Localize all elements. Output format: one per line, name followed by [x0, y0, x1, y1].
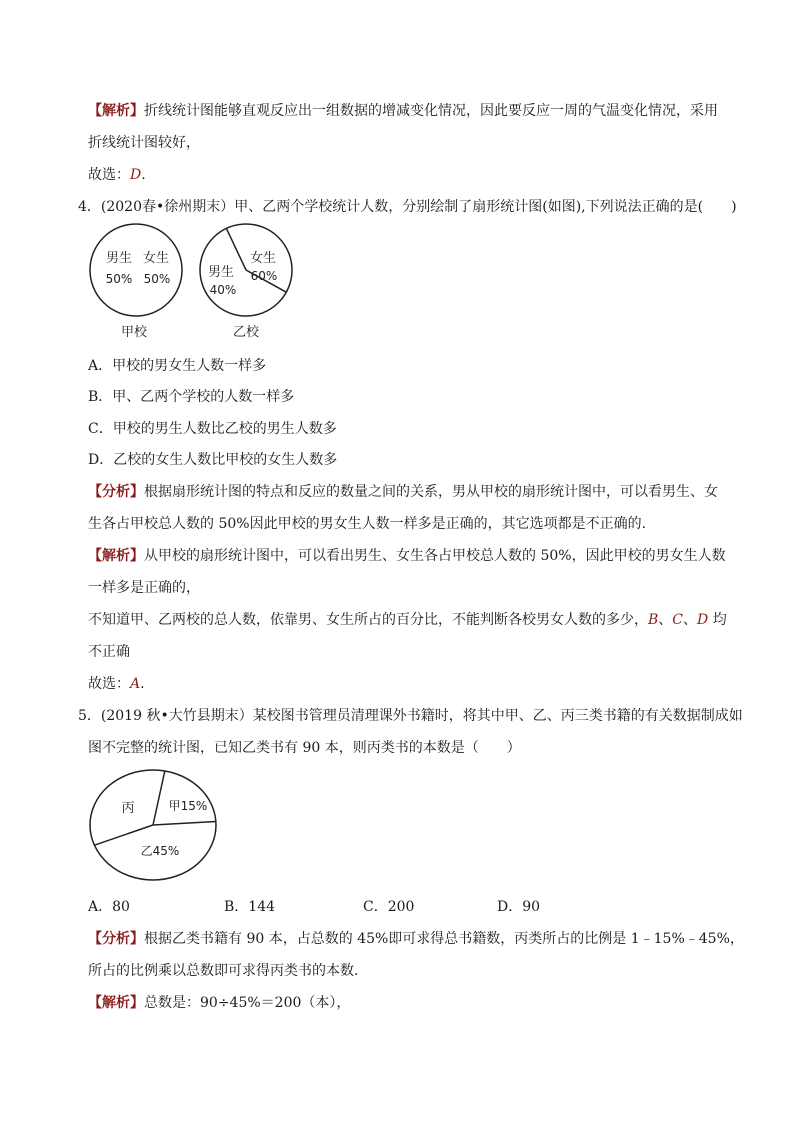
q5-jiexi-line-1	[88, 993, 350, 1013]
pie-a-circle	[90, 224, 182, 316]
q4-option-a: A．甲校的男女生人数一样多	[88, 358, 267, 374]
fenxi-text: 根据乙类书籍有 90 本，占总数的 45%即可求得总书籍数，丙类所占的比例是 1﹣15%﹣45%，	[144, 931, 744, 947]
pie-b-girl-name: 女生	[249, 251, 277, 266]
jiexi-tag: 【解析】	[88, 548, 144, 564]
pie-b-boy-name: 男生	[207, 265, 235, 280]
q5-label-yi: 乙45%	[140, 844, 180, 858]
q5-fenxi-line-2	[88, 961, 368, 981]
pie-a-right-name: 女生	[142, 251, 170, 266]
q4-jiexi-line-1	[88, 546, 726, 566]
q4-jiexi-line-2	[88, 578, 200, 598]
q5-pie-radius-yi	[94, 825, 153, 845]
q5-stem-text-2: 图不完整的统计图，已知乙类书有 90 本，则丙类书的本数是（ ）	[88, 740, 521, 756]
pie-a-right-pct: 50%	[143, 272, 171, 286]
fenxi-text: 根据扇形统计图的特点和反应的数量之间的关系，男从甲校的扇形统计图中，可以看男生、女	[144, 484, 718, 500]
pie-a-left-pct: 50%	[105, 272, 133, 286]
fenxi-tag: 【分析】	[88, 484, 144, 500]
q5-stem-text: 5．(2019 秋•大竹县期末）某校图书管理员清理课外书籍时，将其中甲、乙、丙三类书籍的有关数据制成如	[78, 708, 743, 724]
q4-option-d: D．乙校的女生人数比甲校的女生人数多	[88, 452, 338, 468]
q4-stem-text: 4．(2020春•徐州期末）甲、乙两个学校统计人数，分别绘制了扇形统计图(如图),下列说法正确的是( )	[78, 199, 737, 215]
jiexi-tag: 【解析】	[88, 995, 144, 1011]
pie-a-caption: 甲校	[120, 325, 148, 340]
letter-d: D	[697, 612, 709, 628]
jiexi-text: 从甲校的扇形统计图中，可以看出男生、女生各占甲校总人数的 50%，因此甲校的男女生人数	[144, 548, 726, 564]
answer-prefix: 故选：	[88, 167, 130, 183]
q5-option-b: B．144	[224, 899, 276, 915]
q5-option-a: A．80	[88, 899, 130, 915]
q4-fenxi-line-2	[88, 514, 646, 534]
q4-option-b: B．甲、乙两个学校的人数一样多	[88, 389, 295, 405]
q3-answer	[88, 165, 146, 185]
answer-letter: D	[130, 167, 142, 183]
analysis-text-cont: 折线统计图较好，	[88, 135, 200, 151]
analysis-tag: 【解析】	[88, 103, 144, 119]
answer-end: .	[141, 167, 146, 183]
q5-pie-chart	[88, 766, 228, 882]
fenxi-tag: 【分析】	[88, 931, 144, 947]
q5-stem-line-1	[78, 706, 743, 726]
pie-b-girl-pct: 60%	[250, 269, 278, 283]
jiexi-text-4: 不正确	[88, 644, 130, 660]
sep-2: 、	[683, 612, 698, 628]
q5-stem-line-2	[88, 738, 521, 758]
fenxi-text-cont: 生各占甲校总人数的 50%因此甲校的男女生人数一样多是正确的，其它选项都是不正确的.	[88, 516, 647, 532]
jiexi-text-2: 一样多是正确的，	[88, 580, 200, 596]
answer-prefix: 故选：	[88, 676, 130, 692]
q4-answer	[88, 674, 145, 694]
q3-analysis-line-1	[88, 101, 718, 121]
q5-fenxi-line-1	[88, 929, 744, 949]
letter-c: C	[672, 612, 684, 628]
q3-analysis-line-2	[88, 133, 200, 153]
jiexi-text: 总数是：90÷45%＝200（本），	[144, 995, 351, 1011]
pie-b-radius-2	[226, 228, 246, 270]
analysis-text: 折线统计图能够直观反应出一组数据的增减变化情况，因此要反应一周的气温变化情况，采用	[144, 103, 718, 119]
q4-option-c: C．甲校的男生人数比乙校的男生人数多	[88, 421, 337, 437]
q5-label-jia: 甲15%	[168, 799, 208, 813]
q4-jiexi-line-3	[88, 610, 727, 630]
q5-label-bing: 丙	[121, 801, 135, 816]
q4-stem	[78, 197, 737, 217]
fenxi-text-cont: 所占的比例乘以总数即可求得丙类书的本数．	[88, 963, 368, 979]
q5-pie-radius-top	[153, 771, 165, 825]
sep-1: 、	[658, 612, 673, 628]
q5-option-d: D．90	[497, 899, 541, 915]
pie-b-boy-pct: 40%	[209, 283, 237, 297]
q5-option-c: C．200	[363, 899, 415, 915]
answer-letter: A	[130, 676, 141, 692]
q4-jiexi-line-4	[88, 642, 130, 662]
jiexi-text-3: 不知道甲、乙两校的总人数，依靠男、女生所占的百分比，不能判断各校男女人数的多少，	[88, 612, 648, 628]
pie-a-left-name: 男生	[105, 251, 133, 266]
q5-pie-radius-jia	[153, 822, 216, 826]
pie-b-caption: 乙校	[232, 325, 260, 340]
q4-pie-charts	[86, 218, 316, 348]
letter-b: B	[648, 612, 659, 628]
answer-end: .	[140, 676, 145, 692]
jiexi-text-3-end: 均	[708, 612, 727, 628]
q4-fenxi-line-1	[88, 482, 718, 502]
